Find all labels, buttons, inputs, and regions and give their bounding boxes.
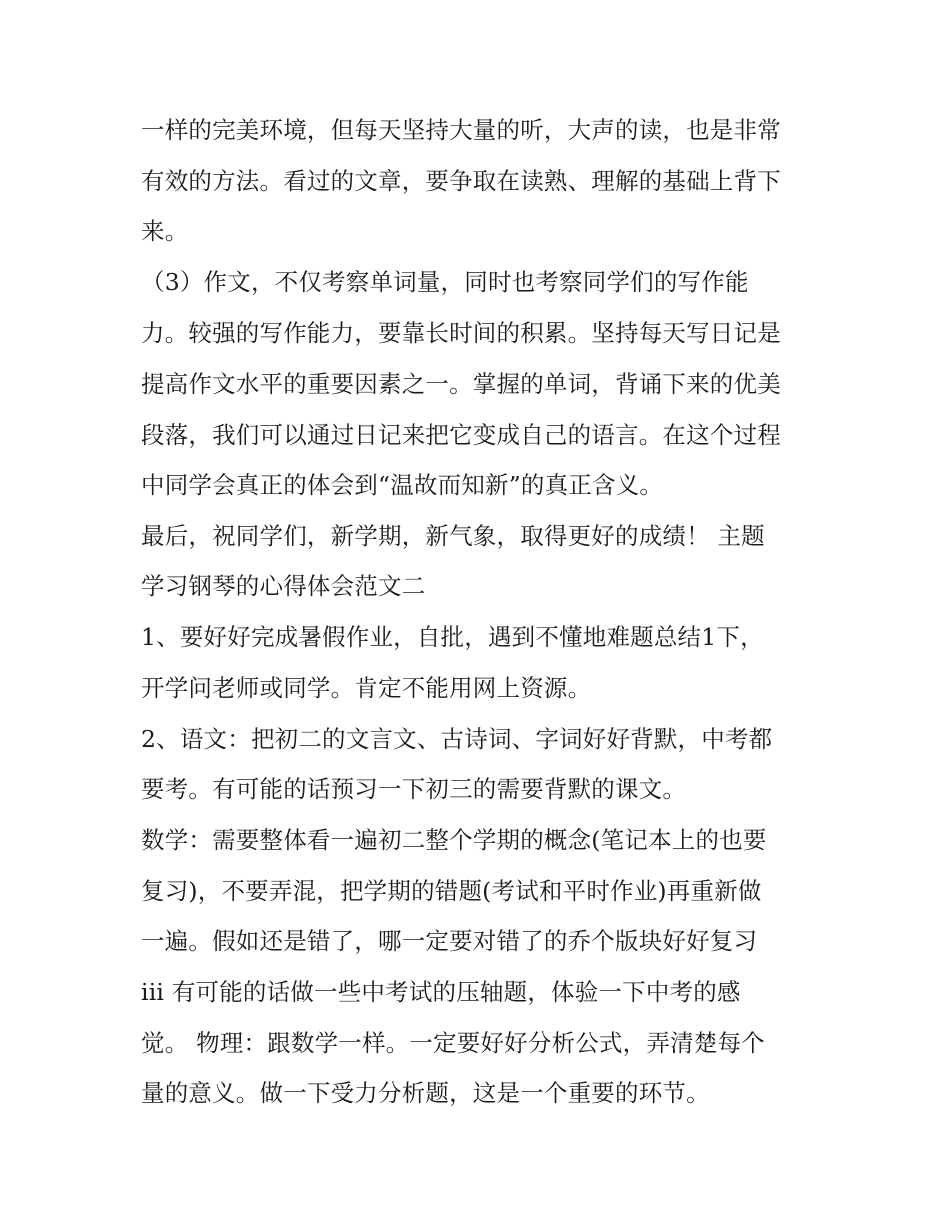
- text-line: 一样的完美环境，但每天坚持大量的听，大声的读，也是非常: [141, 116, 781, 144]
- text-line: 开学问老师或同学。肯定不能用网上资源。: [141, 674, 592, 702]
- text-line: 提高作文水平的重要因素之一。掌握的单词，背诵下来的优美: [141, 370, 781, 398]
- text-line: 要考。有可能的话预习一下初三的需要背默的课文。: [141, 775, 687, 803]
- text-line: 中同学会真正的体会到“温故而知新”的真正含义。: [141, 471, 664, 499]
- text-line: 觉。 物理：跟数学一样。一定要好好分析公式，弄清楚每个: [141, 1029, 765, 1057]
- text-line: iii 有可能的话做一些中考试的压轴题，体验一下中考的感: [141, 978, 741, 1006]
- text-line: 最后，祝同学们，新学期，新气象，取得更好的成绩！ 主题: [141, 522, 765, 550]
- text-line: 2、语文：把初二的文言文、古诗词、字词好好背默，中考都: [141, 725, 773, 753]
- text-line: 1、要好好完成暑假作业，自批，遇到不懂地难题总结1下，: [141, 623, 764, 651]
- text-line: 来。: [141, 217, 189, 245]
- text-line: 量的意义。做一下受力分析题，这是一个重要的环节。: [141, 1079, 710, 1107]
- text-line: 段落，我们可以通过日记来把它变成自己的语言。在这个过程: [141, 421, 781, 449]
- text-line: 力。较强的写作能力，要靠长时间的积累。坚持每天写日记是: [141, 319, 781, 347]
- text-line: （3）作文，不仅考察单词量，同时也考察同学们的写作能: [141, 268, 749, 296]
- text-line: 复习)，不要弄混，把学期的错题(考试和平时作业)再重新做: [141, 877, 762, 905]
- text-line: 有效的方法。看过的文章，要争取在读熟、理解的基础上背下: [141, 167, 781, 195]
- text-line: 一遍。假如还是错了，哪一定要对错了的乔个版块好好复习: [141, 927, 758, 955]
- text-line: 数学：需要整体看一遍初二整个学期的概念(笔记本上的也要: [141, 826, 767, 854]
- section-heading: 学习钢琴的心得体会范文二: [141, 572, 426, 600]
